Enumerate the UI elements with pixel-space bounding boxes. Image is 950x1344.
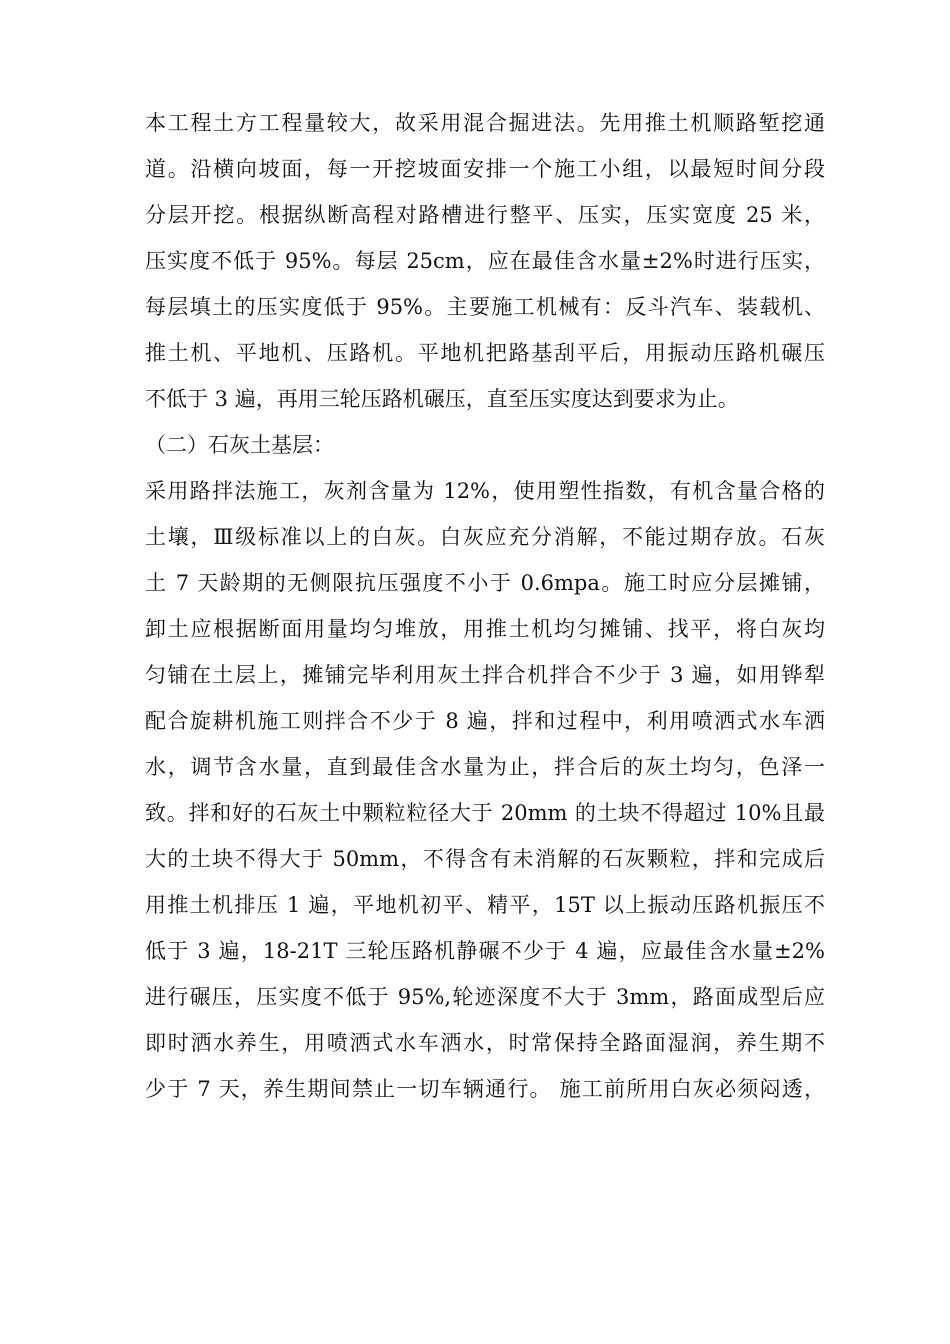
text-line: 低于 3 遍，18-21T 三轮压路机静碾不少于 4 遍，应最佳含水量±2% xyxy=(145,939,825,963)
text-line: 即时洒水养生，用喷洒式水车洒水，时常保持全路面湿润，养生期不 xyxy=(145,1031,825,1055)
text-line: 土 7 天龄期的无侧限抗压强度不小于 0.6mpa。施工时应分层摊铺， xyxy=(145,571,825,595)
text-line: 致。拌和好的石灰土中颗粒粒径大于 20mm 的土块不得超过 10%且最 xyxy=(145,801,825,825)
text-line: 推土机、平地机、压路机。平地机把路基刮平后，用振动压路机碾压 xyxy=(145,341,825,365)
text-line: 水，调节含水量，直到最佳含水量为止，拌合后的灰土均匀，色泽一 xyxy=(145,755,825,779)
text-line: 土壤，Ⅲ级标准以上的白灰。白灰应充分消解，不能过期存放。石灰 xyxy=(145,525,825,549)
text-line: 分层开挖。根据纵断高程对路槽进行整平、压实，压实宽度 25 米， xyxy=(145,203,825,227)
text-line: 配合旋耕机施工则拌合不少于 8 遍，拌和过程中，利用喷洒式水车洒 xyxy=(145,709,825,733)
text-line: 进行碾压，压实度不低于 95%,轮迹深度不大于 3mm，路面成型后应 xyxy=(145,985,825,1009)
text-line: 卸土应根据断面用量均匀堆放，用推土机均匀摊铺、找平，将白灰均 xyxy=(145,617,825,641)
text-line: 每层填土的压实度低于 95%。主要施工机械有：反斗汽车、装载机、 xyxy=(145,295,825,319)
text-line: 不低于 3 遍，再用三轮压路机碾压，直至压实度达到要求为止。 xyxy=(145,387,739,411)
text-line: 压实度不低于 95%。每层 25cm，应在最佳含水量±2%时进行压实， xyxy=(145,249,825,273)
text-line: 本工程土方工程量较大，故采用混合掘进法。先用推土机顺路堑挖通 xyxy=(145,111,825,135)
text-line: 道。沿横向坡面，每一开挖坡面安排一个施工小组，以最短时间分段 xyxy=(145,157,825,181)
section-heading: （二）石灰土基层： xyxy=(145,433,334,457)
text-line: 大的土块不得大于 50mm，不得含有未消解的石灰颗粒，拌和完成后 xyxy=(145,847,825,871)
text-line: 用推土机排压 1 遍，平地机初平、精平，15T 以上振动压路机振压不 xyxy=(145,893,825,917)
text-line: 采用路拌法施工，灰剂含量为 12%，使用塑性指数，有机含量合格的 xyxy=(145,479,825,503)
text-line: 匀铺在土层上，摊铺完毕利用灰土拌合机拌合不少于 3 遍，如用铧犁 xyxy=(145,663,825,687)
text-line: 少于 7 天，养生期间禁止一切车辆通行。 施工前所用白灰必须闷透， xyxy=(145,1077,825,1101)
